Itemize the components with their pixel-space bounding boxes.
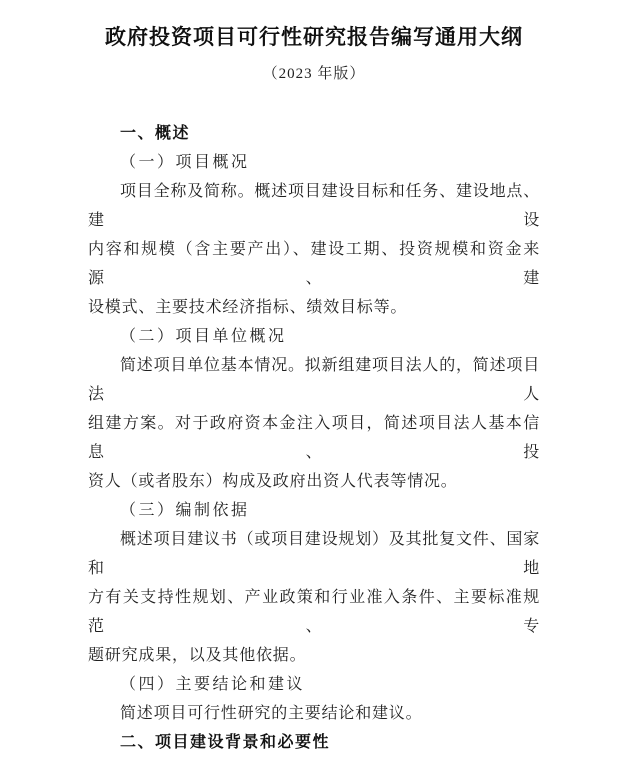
document-body <box>88 119 540 757</box>
paragraph-line: 题研究成果，以及其他依据。 <box>88 647 307 664</box>
section-heading: （四）主要结论和建议 <box>120 676 306 693</box>
paragraph-line: 组建方案。对于政府资本金注入项目，简述项目法人基本信息、投 <box>88 415 540 461</box>
chapter-heading: 一、概述 <box>120 125 191 142</box>
paragraph-line: 设模式、主要技术经济指标、绩效目标等。 <box>88 299 408 316</box>
document-title: 政府投资项目可行性研究报告编写通用大纲 <box>105 25 523 49</box>
paragraph-line: 内容和规模（含主要产出）、建设工期、投资规模和资金来源、建 <box>88 241 540 287</box>
paragraph-line: 简述项目单位基本情况。拟新组建项目法人的，简述项目法人 <box>88 357 541 403</box>
chapter-heading: 二、项目建设背景和必要性 <box>120 734 331 751</box>
paragraph-line: 资人（或者股东）构成及政府出资人代表等情况。 <box>88 473 458 490</box>
paragraph-line: 概述项目建议书（或项目建设规划）及其批复文件、国家和地 <box>88 531 541 577</box>
paragraph-line: 项目全称及简称。概述项目建设目标和任务、建设地点、建设 <box>88 183 541 229</box>
document-page <box>0 24 628 751</box>
section-heading: （三）编制依据 <box>120 502 250 519</box>
paragraph-line: 方有关支持性规划、产业政策和行业准入条件、主要标准规范、专 <box>88 589 540 635</box>
paragraph-line: 简述项目可行性研究的主要结论和建议。 <box>120 705 423 722</box>
section-heading: （二）项目单位概况 <box>120 328 287 345</box>
document-subtitle: （2023 年版） <box>262 66 366 82</box>
section-heading: （一）项目概况 <box>120 154 250 171</box>
